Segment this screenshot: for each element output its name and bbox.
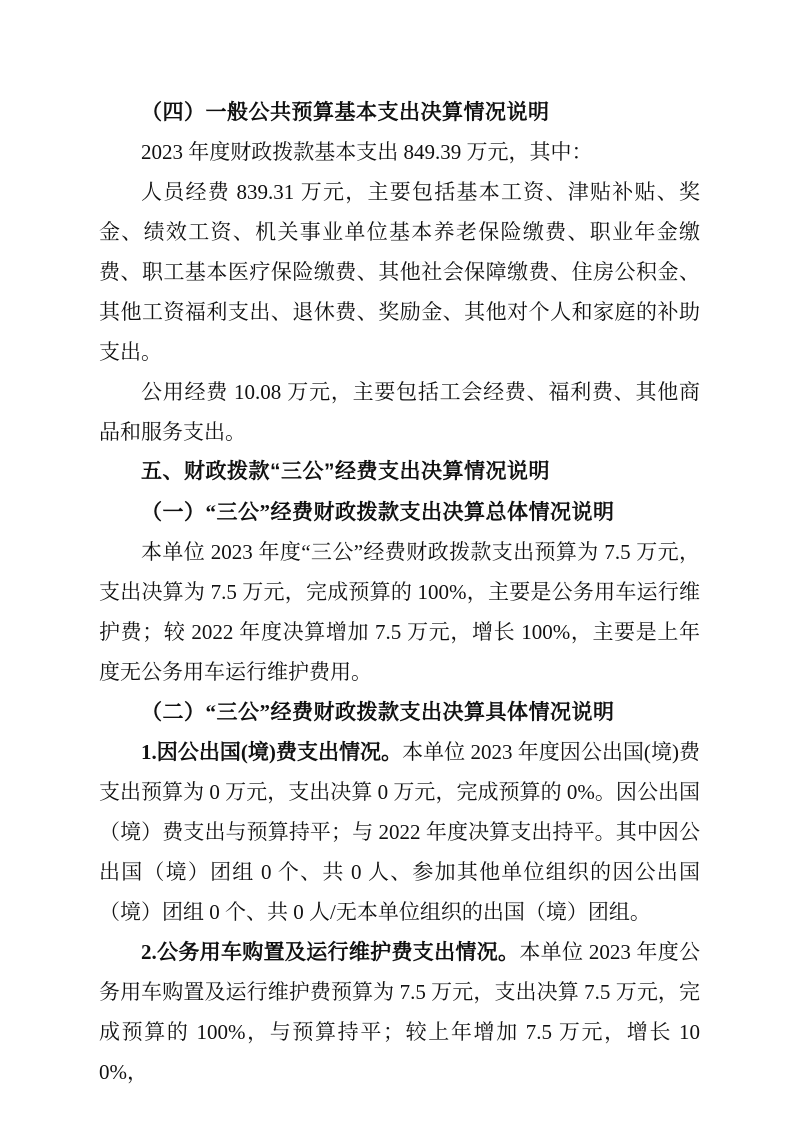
paragraph-text: （四）一般公共预算基本支出决算情况说明: [141, 100, 550, 124]
paragraph-text: 人员经费 839.31 万元，主要包括基本工资、津贴补贴、奖金、绩效工资、机关事业单位基本养老保险缴费、职业年金缴费、职工基本医疗保险缴费、其他社会保障缴费、住房公积金、其他工资福利支出、退休费、奖励金、其他对个人和家庭的补助支出。: [99, 180, 700, 364]
paragraph-text: 2023 年度财政拨款基本支出 849.39 万元，其中：: [141, 140, 593, 164]
paragraph: [99, 372, 700, 452]
paragraph-text: 公用经费 10.08 万元，主要包括工会经费、福利费、其他商品和服务支出。: [99, 380, 700, 444]
paragraph-text: 本单位 2023 年度因公出国(境)费支出预算为 0 万元，支出决算 0 万元，完成预算的 0%。因公出国（境）费支出与预算持平；与 2022 年度决算支出持平。其中因公出国（境）团组 0 个、共 0 人、参加其他单位组织的因公出国（境）团组 0 个、共 0 人/无本单位组织的出国（境）团组。: [99, 740, 700, 924]
paragraph: [99, 532, 700, 692]
paragraph: [99, 132, 700, 172]
paragraph-lead: 1.因公出国(境)费支出情况。: [141, 740, 403, 764]
paragraph: [99, 92, 700, 132]
paragraph: [99, 452, 700, 492]
paragraph: [99, 172, 700, 372]
paragraph-text: 本单位 2023 年度“三公”经费财政拨款支出预算为 7.5 万元，支出决算为 7.5 万元，完成预算的 100%，主要是公务用车运行维护费；较 2022 年度决算增加 7.5 万元，增长 100%，主要是上年度无公务用车运行维护费用。: [99, 540, 700, 684]
paragraph: [99, 692, 700, 732]
paragraph: [99, 932, 700, 1092]
paragraph-text: 本单位 2023 年度公务用车购置及运行维护费预算为 7.5 万元，支出决算 7.5 万元，完成预算的 100%，与预算持平；较上年增加 7.5 万元，增长 100%，: [99, 940, 701, 1084]
paragraph-text: （二）“三公”经费财政拨款支出决算具体情况说明: [141, 700, 615, 724]
paragraph: [99, 732, 700, 932]
paragraph-lead: 2.公务用车购置及运行维护费支出情况。: [141, 940, 520, 964]
document-body: [99, 92, 700, 1092]
paragraph: [99, 492, 700, 532]
paragraph-text: 五、财政拨款“三公”经费支出决算情况说明: [141, 460, 550, 483]
paragraph-text: （一）“三公”经费财政拨款支出决算总体情况说明: [141, 500, 615, 524]
